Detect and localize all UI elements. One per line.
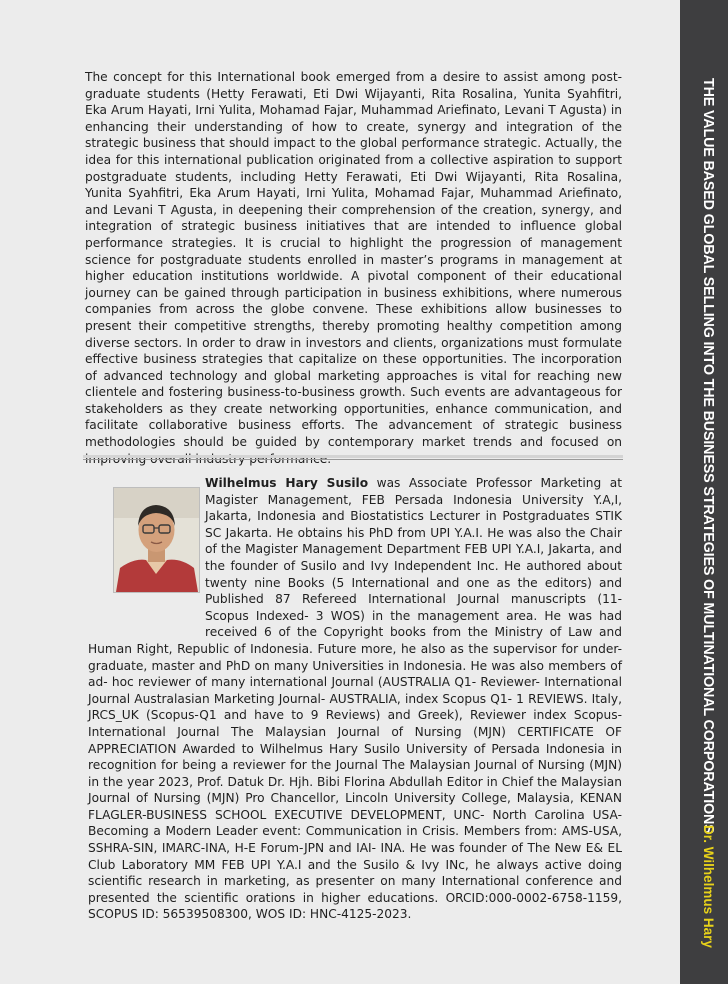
section-divider-line xyxy=(83,459,623,460)
author-portrait-image xyxy=(114,488,199,592)
book-description: The concept for this International book emerged from a desire to assist among post-graduate students (Hetty Ferawati, Eti Dwi Wijayanti, Rita Rosalina, Yunita Syahfitri, Eka Arum Hayati, Irni Yulita, Mohamad Fajar, Muhammad Ariefinato, Levani T Agusta) in enhancing their understanding of how to create, synergy and integration of the strategic business that should impact to the global performance strategic. Actually, the idea for this international publication originated from a collective aspiration to support postgraduate students, including Hetty Ferawati, Eti Dwi Wijayanti, Rita Rosalina, Yunita Syahfitri, Eka Arum Hayati, Irni Yulita, Mohamad Fajar, Muhammad Ariefinato, and Levani T Agusta, in deepening their comprehension of the creation, synergy, and integration of strategic business initiatives that are intended to influence global performance strategies. It is crucial to highlight the progression of management science for postgraduate students enrolled in master’s programs in management at higher education institutions worldwide. A pivotal component of their educational journey can be gained through participation in business exhibitions, where numerous companies from across the globe convene. These exhibitions allow businesses to present their competitive strengths, thereby promoting healthy competition among diverse sectors. In order to draw in investors and clients, organizations must formulate effective business strategies that capitalize on these opportunities. The incorporation of advanced technology and global marketing approaches is vital for reaching new clientele and fostering business-to-business growth. Such events are advantageous for stakeholders as they create networking opportunities, enhance communication, and facilitate collaborative business efforts. The advancement of strategic business methodologies should be guided by contemporary market trends and focused on improving overall industry performance. xyxy=(85,70,622,466)
author-bio-text: was Associate Professor Marketing at Magister Management, FEB Persada Indonesia University Y.A,I, Jakarta, Indonesia and Biostatistics Lecturer in Postgraduates STIK SC Jakarta. He obtains his PhD from UPI Y.A.I. He was also the Chair of the Magister Management Department FEB UPI Y.A.I, Jakarta, and the founder of Susilo and Ivy Independent Inc. He authored about twenty nine Books (5 International and one as the editors) and Published 87 Refereed International Journal manuscripts (11- Scopus Indexed- 3 WOS) in the management area. He was had received 6 of the Copyright books from the Ministry of Law and Human Right, Republic of Indonesia. Future more, he also as the supervisor for under-graduate, master and PhD on many Universities in Indonesia. He was also members of ad- hoc reviewer of many international Journal (AUSTRALIA Q1- Reviewer- International Journal Australasian Marketing Journal- AUSTRALIA, index Scopus Q1- 1 REVIEWS. Italy, JRCS_UK (Scopus-Q1 and have to 9 Reviews) and Greek), Reviewer index Scopus- International Journal The Malaysian Journal of Nursing (MJN) CERTIFICATE OF APPRECIATION Awarded to Wilhelmus Hary Susilo University of Persada Indonesia in recognition for being a reviewer for the Journal The Malaysian Journal of Nursing (MJN) in the year 2023, Prof. Datuk Dr. Hjh. Bibi Florina Abdullah Editor in Chief the Malaysian Journal of Nursing (MJN) Pro Chancellor, Lincoln University College, Malaysia, KENAN FLAGLER-BUSINESS SCHOOL EXECUTIVE DEVELOPMENT, UNC- North Carolina USA-Becoming a Modern Leader event: Communication in Crisis. Members from: AMS-USA, SSHRA-SIN, IMARC-INA, H-E Forum-JPN and IAI- INA. He was founder of The New E& EL Club Laboratory MM FEB UPI Y.A.I and the Susilo & Ivy INc, he always active doing scientific research in marketing, as presenter on many International conference and presented the scientific orations in higher educations. ORCID:000-0002-6758-1159, SCOPUS ID: 56539508300, WOS ID: HNC-4125-2023. xyxy=(88,476,622,922)
spine-author: Dr. Wilhelmus Hary xyxy=(701,825,716,948)
section-divider xyxy=(83,455,623,458)
author-photo xyxy=(113,487,200,593)
spine-title: THE VALUE BASED GLOBAL SELLING INTO THE BUSINESS STRATEGIES OF MULTINATIONAL CORPORATIONS xyxy=(700,78,716,834)
author-name: Wilhelmus Hary Susilo xyxy=(205,476,369,490)
